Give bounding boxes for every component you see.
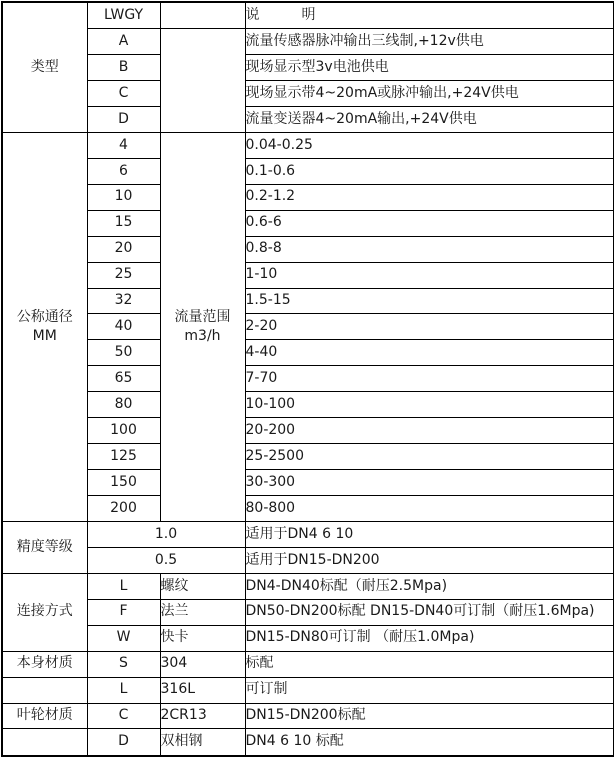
flow-range-cell: 10-100 [245,392,614,418]
diameter-size-cell: 100 [87,418,160,444]
type-desc-cell: 流量变送器4~20mA输出,+24V供电 [245,106,614,132]
connection-label-cell: 连接方式 [2,573,87,651]
flow-range-label-cell [160,132,245,521]
connection-code-cell: L [87,573,160,599]
connection-code-cell: W [87,625,160,651]
impeller-material-desc-cell: DN4 6 10 标配 [245,729,614,756]
diameter-size-cell: 15 [87,210,160,236]
flow-range-cell: 2-20 [245,314,614,340]
diameter-size-cell: 50 [87,340,160,366]
type-code-cell: A [87,29,160,55]
body-material-name-cell: 316L [160,677,245,703]
accuracy-desc-cell: 适用于DN15-DN200 [245,547,614,573]
spec-table [1,1,614,757]
type-code-cell: C [87,81,160,107]
impeller-material-name-cell: 双相钢 [160,729,245,756]
connection-name-cell: 螺纹 [160,573,245,599]
flow-range-cell: 0.6-6 [245,210,614,236]
empty-cell [160,29,245,133]
accuracy-grade-cell: 0.5 [87,547,245,573]
diameter-label-line2: MM [32,327,57,344]
empty-cell [2,677,87,703]
connection-name-cell: 法兰 [160,599,245,625]
type-desc-cell: 流量传感器脉冲输出三线制,+12v供电 [245,29,614,55]
diameter-size-cell: 150 [87,470,160,496]
accuracy-desc-cell: 适用于DN4 6 10 [245,521,614,547]
diameter-size-cell: 10 [87,184,160,210]
diameter-size-cell: 6 [87,158,160,184]
type-desc-cell: 现场显示型3v电池供电 [245,55,614,81]
flow-range-cell: 4-40 [245,340,614,366]
diameter-size-cell: 200 [87,496,160,522]
flow-range-cell: 0.2-1.2 [245,184,614,210]
body-material-name-cell: 304 [160,651,245,677]
type-code-cell: B [87,55,160,81]
diameter-size-cell: 80 [87,392,160,418]
connection-desc-cell: DN50-DN200标配 DN15-DN40可订制（耐压1.6Mpa) [245,599,614,625]
flow-range-cell: 20-200 [245,418,614,444]
diameter-label-line1: 公称通径 [16,308,73,325]
diameter-size-cell: 65 [87,366,160,392]
flow-range-cell: 1.5-15 [245,288,614,314]
impeller-material-label-cell: 叶轮材质 [2,703,87,729]
diameter-size-cell: 4 [87,132,160,158]
description-header-cell: 说 明 [245,2,614,29]
flow-range-cell: 0.04-0.25 [245,132,614,158]
flow-range-cell: 30-300 [245,470,614,496]
flow-range-cell: 25-2500 [245,444,614,470]
type-label-cell: 类型 [2,2,87,132]
impeller-material-code-cell: C [87,703,160,729]
empty-cell [2,729,87,756]
diameter-size-cell: 20 [87,236,160,262]
impeller-material-desc-cell: DN15-DN200标配 [245,703,614,729]
type-code-cell: D [87,106,160,132]
flow-range-cell: 0.1-0.6 [245,158,614,184]
body-material-desc-cell: 标配 [245,651,614,677]
diameter-label-cell [2,132,87,521]
connection-name-cell: 快卡 [160,625,245,651]
flow-range-cell: 80-800 [245,496,614,522]
body-material-label-cell: 本身材质 [2,651,87,677]
flow-range-label-line1: 流量范围 [174,308,231,325]
body-material-code-cell: L [87,677,160,703]
model-header-cell: LWGY [87,2,160,29]
diameter-size-cell: 40 [87,314,160,340]
body-material-desc-cell: 可订制 [245,677,614,703]
type-desc-cell: 现场显示带4~20mA或脉冲输出,+24V供电 [245,81,614,107]
connection-code-cell: F [87,599,160,625]
diameter-size-cell: 125 [87,444,160,470]
connection-desc-cell: DN4-DN40标配（耐压2.5Mpa) [245,573,614,599]
flow-range-cell: 7-70 [245,366,614,392]
diameter-size-cell: 32 [87,288,160,314]
accuracy-label-cell: 精度等级 [2,521,87,573]
connection-desc-cell: DN15-DN80可订制 （耐压1.0Mpa) [245,625,614,651]
flow-range-label-line2: m3/h [184,327,221,344]
flow-range-cell: 0.8-8 [245,236,614,262]
empty-cell [160,2,245,29]
impeller-material-name-cell: 2CR13 [160,703,245,729]
impeller-material-code-cell: D [87,729,160,756]
accuracy-grade-cell: 1.0 [87,521,245,547]
body-material-code-cell: S [87,651,160,677]
flow-range-cell: 1-10 [245,262,614,288]
diameter-size-cell: 25 [87,262,160,288]
